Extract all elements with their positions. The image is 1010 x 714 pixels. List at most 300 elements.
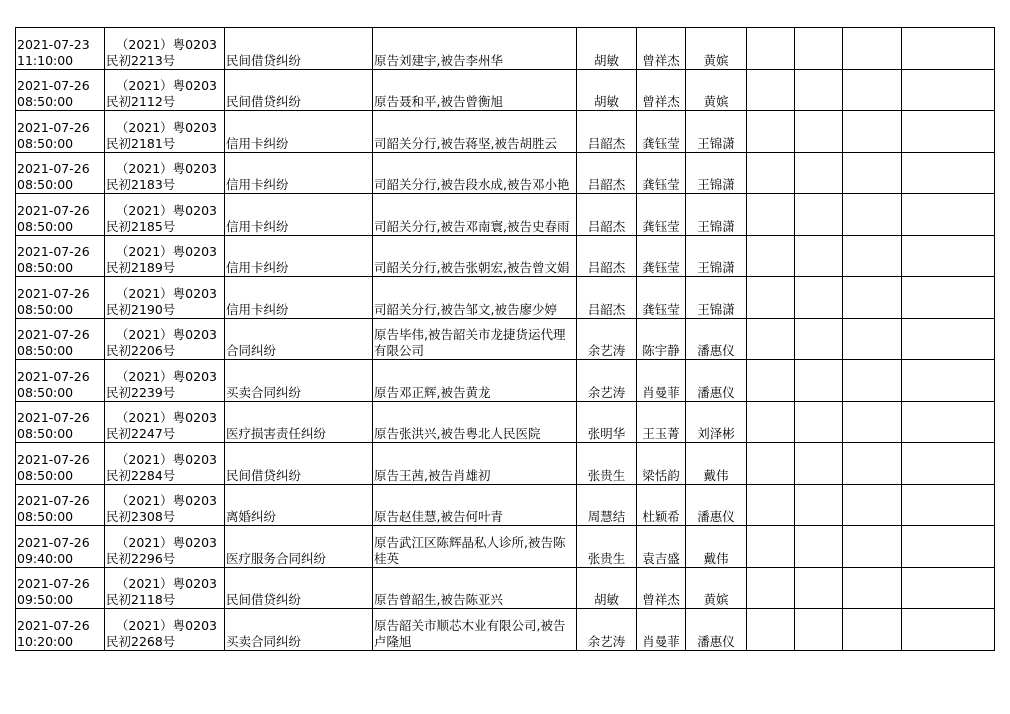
- table-row: [16, 567, 995, 609]
- judge: 吕韶杰: [587, 135, 626, 151]
- empty-cell: [795, 443, 843, 485]
- case-cause: 信用卡纠纷: [226, 301, 289, 317]
- case-cause: 信用卡纠纷: [226, 135, 289, 151]
- clerk: 刘泽彬: [697, 426, 735, 441]
- empty-cell: [843, 318, 902, 360]
- case-number-cell: [105, 526, 225, 568]
- empty-cell: [795, 194, 843, 236]
- hearing-clock: 08:50:00: [17, 135, 74, 151]
- case-cause-cell: [225, 235, 373, 277]
- judge-cell: [577, 484, 637, 526]
- assessor: 龚钰莹: [642, 177, 680, 192]
- case-number-prefix: （2021）粤0203: [115, 410, 217, 425]
- hearing-time-cell: [16, 484, 105, 526]
- assessor-cell: [637, 152, 686, 194]
- case-number-suffix: 民初2308号: [106, 509, 176, 524]
- case-number-cell: [105, 28, 225, 70]
- parties: 原告曾韶生,被告陈亚兴: [374, 592, 503, 607]
- judge-cell: [577, 235, 637, 277]
- assessor-cell: [637, 277, 686, 319]
- clerk-cell: [686, 609, 747, 651]
- judge-cell: [577, 152, 637, 194]
- case-number-cell: [105, 235, 225, 277]
- parties: 原告毕伟,被告韶关市龙捷货运代理有限公司: [374, 327, 566, 358]
- empty-cell: [902, 111, 995, 153]
- judge-cell: [577, 567, 637, 609]
- hearing-time-cell: [16, 443, 105, 485]
- case-cause-cell: [225, 28, 373, 70]
- case-number-prefix: （2021）粤0203: [115, 451, 217, 467]
- empty-cell: [795, 277, 843, 319]
- clerk-cell: [686, 152, 747, 194]
- case-cause: 信用卡纠纷: [226, 177, 289, 192]
- empty-cell: [747, 235, 795, 277]
- hearing-date: 2021-07-26: [17, 202, 90, 218]
- case-number-suffix: 民初2183号: [106, 177, 176, 192]
- case-number-suffix: 民初2247号: [106, 426, 176, 441]
- empty-cell: [795, 318, 843, 360]
- clerk-cell: [686, 443, 747, 485]
- judge-cell: [577, 69, 637, 111]
- hearing-date: 2021-07-26: [17, 327, 90, 342]
- hearing-clock: 08:50:00: [17, 467, 74, 483]
- table-row: [16, 360, 995, 402]
- table-row: [16, 28, 995, 70]
- assessor: 龚钰莹: [642, 135, 680, 151]
- case-cause-cell: [225, 526, 373, 568]
- table-row: [16, 277, 995, 319]
- parties-cell: [373, 567, 577, 609]
- empty-cell: [747, 484, 795, 526]
- parties: 原告赵佳慧,被告何叶青: [374, 509, 503, 524]
- case-cause-cell: [225, 111, 373, 153]
- empty-cell: [843, 194, 902, 236]
- case-number-prefix: （2021）粤0203: [115, 36, 217, 52]
- hearing-date: 2021-07-26: [17, 410, 90, 425]
- case-cause-cell: [225, 360, 373, 402]
- empty-cell: [795, 609, 843, 651]
- clerk-cell: [686, 111, 747, 153]
- court-schedule-table: [15, 27, 995, 651]
- parties-cell: [373, 28, 577, 70]
- clerk-cell: [686, 69, 747, 111]
- empty-cell: [902, 443, 995, 485]
- assessor: 袁吉盛: [642, 550, 680, 566]
- clerk: 王锦潇: [697, 301, 735, 317]
- hearing-clock: 08:50:00: [17, 343, 74, 358]
- assessor-cell: [637, 194, 686, 236]
- parties-cell: [373, 111, 577, 153]
- empty-cell: [902, 401, 995, 443]
- empty-cell: [843, 443, 902, 485]
- case-number-suffix: 民初2181号: [106, 135, 176, 151]
- hearing-time-cell: [16, 235, 105, 277]
- hearing-time-cell: [16, 567, 105, 609]
- clerk: 王锦潇: [697, 218, 735, 234]
- hearing-time-cell: [16, 360, 105, 402]
- hearing-date: 2021-07-26: [17, 617, 90, 633]
- case-number-prefix: （2021）粤0203: [115, 244, 217, 259]
- clerk: 黄嫔: [703, 94, 729, 109]
- parties-cell: [373, 484, 577, 526]
- case-cause: 民间借贷纠纷: [226, 94, 302, 109]
- assessor-cell: [637, 111, 686, 153]
- case-cause: 民间借贷纠纷: [226, 52, 302, 68]
- assessor-cell: [637, 443, 686, 485]
- judge: 胡敏: [593, 94, 619, 109]
- judge-cell: [577, 443, 637, 485]
- clerk-cell: [686, 526, 747, 568]
- judge-cell: [577, 194, 637, 236]
- judge-cell: [577, 277, 637, 319]
- assessor: 梁恬韵: [642, 467, 680, 483]
- case-cause: 离婚纠纷: [226, 509, 277, 524]
- case-number-prefix: （2021）粤0203: [115, 285, 217, 301]
- case-number-suffix: 民初2239号: [106, 384, 176, 400]
- empty-cell: [843, 484, 902, 526]
- judge: 吕韶杰: [587, 260, 626, 275]
- case-number-suffix: 民初2206号: [106, 343, 176, 358]
- assessor-cell: [637, 28, 686, 70]
- clerk: 王锦潇: [697, 177, 735, 192]
- case-cause: 合同纠纷: [226, 343, 277, 358]
- assessor: 龚钰莹: [642, 260, 680, 275]
- parties-cell: [373, 152, 577, 194]
- empty-cell: [747, 28, 795, 70]
- empty-cell: [843, 152, 902, 194]
- table-row: [16, 484, 995, 526]
- empty-cell: [843, 567, 902, 609]
- table-row: [16, 235, 995, 277]
- parties: 司韶关分行,被告邓南寰,被告史春雨: [374, 218, 570, 234]
- empty-cell: [747, 443, 795, 485]
- judge: 胡敏: [593, 592, 619, 607]
- judge-cell: [577, 401, 637, 443]
- assessor: 曾祥杰: [642, 592, 680, 607]
- case-number-cell: [105, 277, 225, 319]
- empty-cell: [795, 401, 843, 443]
- case-cause: 买卖合同纠纷: [226, 384, 302, 400]
- judge: 余艺涛: [587, 384, 626, 400]
- hearing-clock: 08:50:00: [17, 509, 74, 524]
- empty-cell: [902, 526, 995, 568]
- table-row: [16, 401, 995, 443]
- case-number-prefix: （2021）粤0203: [115, 78, 217, 93]
- case-number-suffix: 民初2213号: [106, 52, 176, 68]
- case-cause: 民间借贷纠纷: [226, 592, 302, 607]
- judge-cell: [577, 360, 637, 402]
- empty-cell: [747, 360, 795, 402]
- case-cause: 信用卡纠纷: [226, 260, 289, 275]
- empty-cell: [902, 152, 995, 194]
- hearing-date: 2021-07-26: [17, 451, 90, 467]
- hearing-clock: 08:50:00: [17, 177, 74, 192]
- assessor: 肖曼菲: [642, 633, 680, 649]
- hearing-time-cell: [16, 111, 105, 153]
- case-number-prefix: （2021）粤0203: [115, 617, 217, 633]
- parties-cell: [373, 318, 577, 360]
- assessor: 肖曼菲: [642, 384, 680, 400]
- parties-cell: [373, 194, 577, 236]
- assessor: 曾祥杰: [642, 94, 680, 109]
- case-cause: 医疗损害责任纠纷: [226, 426, 327, 441]
- empty-cell: [747, 318, 795, 360]
- case-number-suffix: 民初2189号: [106, 260, 176, 275]
- empty-cell: [747, 277, 795, 319]
- parties-cell: [373, 401, 577, 443]
- empty-cell: [843, 28, 902, 70]
- case-number-cell: [105, 401, 225, 443]
- case-number-cell: [105, 318, 225, 360]
- case-cause-cell: [225, 318, 373, 360]
- assessor: 陈宇静: [642, 343, 680, 358]
- clerk-cell: [686, 194, 747, 236]
- empty-cell: [747, 194, 795, 236]
- empty-cell: [902, 69, 995, 111]
- case-cause-cell: [225, 443, 373, 485]
- parties-cell: [373, 526, 577, 568]
- judge: 吕韶杰: [587, 218, 626, 234]
- case-number-cell: [105, 194, 225, 236]
- assessor: 曾祥杰: [642, 52, 680, 68]
- empty-cell: [747, 526, 795, 568]
- table-row: [16, 194, 995, 236]
- judge-cell: [577, 609, 637, 651]
- empty-cell: [843, 609, 902, 651]
- case-cause-cell: [225, 484, 373, 526]
- judge: 张贵生: [587, 550, 626, 566]
- hearing-clock: 08:50:00: [17, 218, 74, 234]
- case-cause: 买卖合同纠纷: [226, 633, 302, 649]
- hearing-time-cell: [16, 526, 105, 568]
- judge-cell: [577, 28, 637, 70]
- clerk-cell: [686, 277, 747, 319]
- parties: 原告张洪兴,被告粤北人民医院: [374, 426, 541, 441]
- case-number-cell: [105, 484, 225, 526]
- empty-cell: [843, 235, 902, 277]
- empty-cell: [795, 526, 843, 568]
- hearing-date: 2021-07-26: [17, 161, 90, 176]
- hearing-clock: 08:50:00: [17, 301, 74, 317]
- hearing-date: 2021-07-26: [17, 576, 90, 591]
- hearing-clock: 09:40:00: [17, 550, 74, 566]
- empty-cell: [795, 152, 843, 194]
- assessor-cell: [637, 318, 686, 360]
- empty-cell: [747, 609, 795, 651]
- empty-cell: [747, 152, 795, 194]
- hearing-time-cell: [16, 401, 105, 443]
- parties-cell: [373, 235, 577, 277]
- hearing-date: 2021-07-26: [17, 119, 90, 135]
- clerk: 潘惠仪: [697, 509, 735, 524]
- hearing-clock: 08:50:00: [17, 426, 74, 441]
- judge-cell: [577, 526, 637, 568]
- assessor-cell: [637, 69, 686, 111]
- case-cause: 医疗服务合同纠纷: [226, 550, 327, 566]
- case-number-prefix: （2021）粤0203: [115, 493, 217, 508]
- clerk-cell: [686, 567, 747, 609]
- clerk-cell: [686, 318, 747, 360]
- parties: 原告韶关市顺芯木业有限公司,被告卢隆旭: [374, 617, 566, 649]
- case-number-suffix: 民初2112号: [106, 94, 176, 109]
- clerk-cell: [686, 360, 747, 402]
- case-number-prefix: （2021）粤0203: [115, 202, 217, 218]
- case-cause-cell: [225, 609, 373, 651]
- empty-cell: [795, 360, 843, 402]
- hearing-time-cell: [16, 277, 105, 319]
- case-number-prefix: （2021）粤0203: [115, 534, 217, 550]
- case-number-suffix: 民初2284号: [106, 467, 176, 483]
- case-number-suffix: 民初2118号: [106, 592, 176, 607]
- empty-cell: [795, 484, 843, 526]
- judge: 张明华: [587, 426, 626, 441]
- clerk: 戴伟: [703, 550, 729, 566]
- table-row: [16, 318, 995, 360]
- table-row: [16, 152, 995, 194]
- assessor-cell: [637, 360, 686, 402]
- parties: 司韶关分行,被告张朝宏,被告曾文娟: [374, 260, 570, 275]
- assessor: 龚钰莹: [642, 301, 680, 317]
- empty-cell: [902, 609, 995, 651]
- judge: 周慧结: [587, 509, 626, 524]
- parties-cell: [373, 277, 577, 319]
- hearing-clock: 08:50:00: [17, 94, 74, 109]
- empty-cell: [843, 111, 902, 153]
- case-number-prefix: （2021）粤0203: [115, 119, 217, 135]
- case-cause-cell: [225, 69, 373, 111]
- clerk: 黄嫔: [703, 592, 729, 607]
- parties: 司韶关分行,被告邹文,被告廖少婷: [374, 301, 557, 317]
- assessor-cell: [637, 567, 686, 609]
- judge-cell: [577, 318, 637, 360]
- parties: 原告武江区陈辉晶私人诊所,被告陈桂英: [374, 534, 566, 566]
- case-number-cell: [105, 69, 225, 111]
- judge: 张贵生: [587, 467, 626, 483]
- empty-cell: [902, 277, 995, 319]
- clerk: 潘惠仪: [697, 343, 735, 358]
- hearing-time-cell: [16, 609, 105, 651]
- empty-cell: [795, 69, 843, 111]
- table-row: [16, 443, 995, 485]
- clerk-cell: [686, 235, 747, 277]
- case-cause-cell: [225, 194, 373, 236]
- hearing-time-cell: [16, 194, 105, 236]
- clerk: 王锦潇: [697, 135, 735, 151]
- parties-cell: [373, 443, 577, 485]
- hearing-date: 2021-07-26: [17, 534, 90, 550]
- case-number-prefix: （2021）粤0203: [115, 161, 217, 176]
- judge: 吕韶杰: [587, 177, 626, 192]
- case-number-suffix: 民初2190号: [106, 301, 176, 317]
- empty-cell: [902, 318, 995, 360]
- empty-cell: [747, 111, 795, 153]
- hearing-clock: 08:50:00: [17, 384, 74, 400]
- empty-cell: [795, 111, 843, 153]
- clerk-cell: [686, 484, 747, 526]
- empty-cell: [902, 194, 995, 236]
- assessor: 杜颖希: [642, 509, 680, 524]
- parties: 原告王茜,被告肖雄初: [374, 467, 491, 483]
- case-cause-cell: [225, 277, 373, 319]
- table-row: [16, 609, 995, 651]
- hearing-clock: 09:50:00: [17, 592, 74, 607]
- hearing-clock: 10:20:00: [17, 633, 74, 649]
- table-row: [16, 526, 995, 568]
- parties: 原告邓正辉,被告黄龙: [374, 384, 491, 400]
- assessor-cell: [637, 484, 686, 526]
- judge: 余艺涛: [587, 343, 626, 358]
- table-row: [16, 69, 995, 111]
- empty-cell: [795, 567, 843, 609]
- parties: 司韶关分行,被告蒋坚,被告胡胜云: [374, 135, 557, 151]
- empty-cell: [843, 401, 902, 443]
- parties: 原告聂和平,被告曾衡旭: [374, 94, 503, 109]
- empty-cell: [795, 28, 843, 70]
- case-number-suffix: 民初2296号: [106, 550, 176, 566]
- hearing-time-cell: [16, 28, 105, 70]
- case-number-cell: [105, 152, 225, 194]
- empty-cell: [747, 69, 795, 111]
- empty-cell: [902, 235, 995, 277]
- case-cause-cell: [225, 567, 373, 609]
- empty-cell: [902, 360, 995, 402]
- assessor: 龚钰莹: [642, 218, 680, 234]
- assessor: 王玉菁: [642, 426, 680, 441]
- parties: 司韶关分行,被告段水成,被告邓小艳: [374, 177, 570, 192]
- hearing-date: 2021-07-26: [17, 368, 90, 384]
- case-cause: 民间借贷纠纷: [226, 467, 302, 483]
- clerk: 戴伟: [703, 467, 729, 483]
- case-cause: 信用卡纠纷: [226, 218, 289, 234]
- clerk: 王锦潇: [697, 260, 735, 275]
- case-number-cell: [105, 111, 225, 153]
- case-cause-cell: [225, 152, 373, 194]
- hearing-date: 2021-07-26: [17, 244, 90, 259]
- parties: 原告刘建宇,被告李州华: [374, 52, 503, 68]
- assessor-cell: [637, 401, 686, 443]
- judge: 胡敏: [593, 52, 619, 68]
- case-number-cell: [105, 567, 225, 609]
- judge: 余艺涛: [587, 633, 626, 649]
- empty-cell: [902, 28, 995, 70]
- case-number-suffix: 民初2268号: [106, 633, 176, 649]
- case-number-cell: [105, 360, 225, 402]
- empty-cell: [843, 69, 902, 111]
- parties-cell: [373, 360, 577, 402]
- empty-cell: [843, 360, 902, 402]
- table-row: [16, 111, 995, 153]
- empty-cell: [843, 277, 902, 319]
- case-number-cell: [105, 609, 225, 651]
- hearing-clock: 08:50:00: [17, 260, 74, 275]
- case-number-suffix: 民初2185号: [106, 218, 176, 234]
- hearing-date: 2021-07-26: [17, 78, 90, 93]
- hearing-clock: 11:10:00: [17, 52, 74, 68]
- empty-cell: [843, 526, 902, 568]
- empty-cell: [747, 567, 795, 609]
- clerk: 黄嫔: [703, 52, 729, 68]
- schedule-rows: [16, 28, 995, 651]
- judge-cell: [577, 111, 637, 153]
- hearing-time-cell: [16, 152, 105, 194]
- clerk: 潘惠仪: [697, 384, 735, 400]
- hearing-time-cell: [16, 69, 105, 111]
- assessor-cell: [637, 526, 686, 568]
- parties-cell: [373, 609, 577, 651]
- empty-cell: [795, 235, 843, 277]
- clerk: 潘惠仪: [697, 633, 735, 649]
- case-number-prefix: （2021）粤0203: [115, 576, 217, 591]
